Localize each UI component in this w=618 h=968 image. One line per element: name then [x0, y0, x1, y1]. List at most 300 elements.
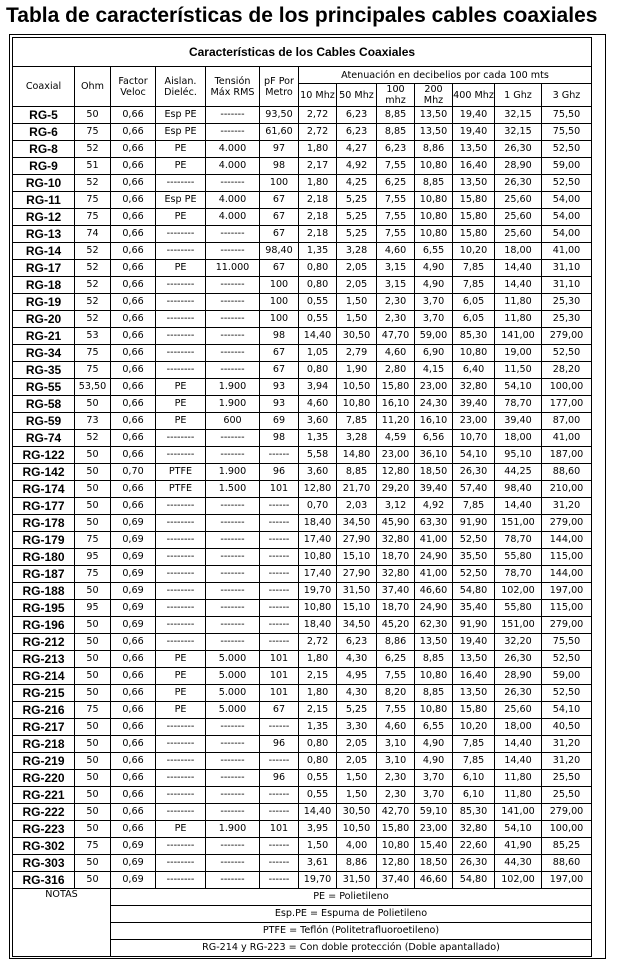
cell-att-100mhz: 37,40 — [377, 583, 415, 600]
page-title: Tabla de características de los principales cables coaxiales — [6, 4, 598, 27]
cell-pf-metro: 100 — [260, 294, 299, 311]
cell-ohm: 50 — [75, 804, 111, 821]
cell-att-3ghz: 75,50 — [542, 107, 592, 124]
cell-tension: 1.900 — [206, 821, 260, 838]
cell-att-400mhz: 85,30 — [453, 328, 495, 345]
cell-att-1ghz: 32,20 — [495, 634, 542, 651]
table-row — [13, 821, 592, 838]
cell-att-50mhz: 1,50 — [337, 787, 377, 804]
cell-att-1ghz: 26,30 — [495, 175, 542, 192]
cell-aislan: -------- — [156, 345, 206, 362]
cell-att-200mhz: 3,70 — [415, 787, 453, 804]
table-row — [13, 209, 592, 226]
cell-att-50mhz: 5,25 — [337, 702, 377, 719]
cell-att-50mhz: 27,90 — [337, 566, 377, 583]
header-ohm: Ohm — [75, 67, 111, 107]
cell-factor-veloc: 0,69 — [111, 583, 156, 600]
cell-att-400mhz: 7,85 — [453, 277, 495, 294]
cell-tension: 5.000 — [206, 668, 260, 685]
cell-att-200mhz: 8,85 — [415, 651, 453, 668]
cell-att-1ghz: 28,90 — [495, 158, 542, 175]
cell-factor-veloc: 0,66 — [111, 328, 156, 345]
cell-coaxial: RG-196 — [13, 617, 75, 634]
cell-ohm: 50 — [75, 736, 111, 753]
cell-factor-veloc: 0,66 — [111, 481, 156, 498]
cell-coaxial: RG-5 — [13, 107, 75, 124]
table-row — [13, 362, 592, 379]
cell-att-3ghz: 279,00 — [542, 328, 592, 345]
cell-ohm: 75 — [75, 345, 111, 362]
cell-pf-metro: 96 — [260, 736, 299, 753]
cell-att-100mhz: 3,15 — [377, 277, 415, 294]
cell-coaxial: RG-218 — [13, 736, 75, 753]
cell-factor-veloc: 0,66 — [111, 447, 156, 464]
cell-factor-veloc: 0,66 — [111, 226, 156, 243]
cell-att-200mhz: 18,50 — [415, 464, 453, 481]
cell-pf-metro: 100 — [260, 277, 299, 294]
cell-factor-veloc: 0,66 — [111, 396, 156, 413]
cell-ohm: 52 — [75, 260, 111, 277]
table-row — [13, 124, 592, 141]
cell-att-1ghz: 25,60 — [495, 226, 542, 243]
cell-att-3ghz: 87,00 — [542, 413, 592, 430]
cell-aislan: PE — [156, 651, 206, 668]
cell-att-50mhz: 10,50 — [337, 821, 377, 838]
cell-factor-veloc: 0,66 — [111, 260, 156, 277]
cell-att-3ghz: 28,20 — [542, 362, 592, 379]
table-row — [13, 719, 592, 736]
cell-factor-veloc: 0,66 — [111, 736, 156, 753]
cell-att-10mhz: 17,40 — [299, 566, 337, 583]
cell-att-10mhz: 2,72 — [299, 107, 337, 124]
cell-att-1ghz: 55,80 — [495, 549, 542, 566]
cell-tension: ------- — [206, 277, 260, 294]
cell-att-100mhz: 6,25 — [377, 651, 415, 668]
cell-att-1ghz: 14,40 — [495, 260, 542, 277]
cell-att-400mhz: 13,50 — [453, 651, 495, 668]
cell-aislan: -------- — [156, 362, 206, 379]
cell-att-400mhz: 15,80 — [453, 192, 495, 209]
cell-att-50mhz: 4,95 — [337, 668, 377, 685]
cell-ohm: 75 — [75, 124, 111, 141]
table-row — [13, 566, 592, 583]
cell-att-400mhz: 91,90 — [453, 515, 495, 532]
header-aislan-dielec — [156, 67, 206, 107]
header-aislan-line2: Dieléc. — [164, 86, 197, 98]
cell-pf-metro: ------ — [260, 804, 299, 821]
cell-ohm: 50 — [75, 753, 111, 770]
cell-att-100mhz: 18,70 — [377, 549, 415, 566]
cell-att-400mhz: 10,20 — [453, 243, 495, 260]
cell-att-10mhz: 2,18 — [299, 192, 337, 209]
cell-aislan: PE — [156, 379, 206, 396]
cell-att-3ghz: 177,00 — [542, 396, 592, 413]
cell-pf-metro: 98,40 — [260, 243, 299, 260]
cell-att-400mhz: 6,05 — [453, 311, 495, 328]
table-row — [13, 107, 592, 124]
cell-ohm: 52 — [75, 277, 111, 294]
cell-att-3ghz: 54,00 — [542, 209, 592, 226]
cell-att-400mhz: 23,00 — [453, 413, 495, 430]
cell-att-400mhz: 15,80 — [453, 209, 495, 226]
header-frequency-text: mhz — [385, 95, 406, 106]
cell-ohm: 50 — [75, 770, 111, 787]
table-row — [13, 753, 592, 770]
cell-att-50mhz: 31,50 — [337, 872, 377, 889]
cell-aislan: -------- — [156, 855, 206, 872]
cell-factor-veloc: 0,66 — [111, 379, 156, 396]
cell-att-10mhz: 0,80 — [299, 736, 337, 753]
cell-pf-metro: ------ — [260, 566, 299, 583]
cell-tension: ------- — [206, 498, 260, 515]
cell-tension: ------- — [206, 753, 260, 770]
cell-att-10mhz: 14,40 — [299, 328, 337, 345]
cell-att-10mhz: 3,95 — [299, 821, 337, 838]
cell-att-50mhz: 34,50 — [337, 515, 377, 532]
cell-tension: 5.000 — [206, 702, 260, 719]
cell-att-50mhz: 3,28 — [337, 243, 377, 260]
cell-att-200mhz: 59,10 — [415, 804, 453, 821]
table-row — [13, 549, 592, 566]
header-frequency-text: 1 Ghz — [504, 89, 532, 101]
cell-att-50mhz: 27,90 — [337, 532, 377, 549]
cell-att-10mhz: 1,05 — [299, 345, 337, 362]
cell-att-3ghz: 85,25 — [542, 838, 592, 855]
cell-att-100mhz: 45,20 — [377, 617, 415, 634]
cell-att-10mhz: 0,80 — [299, 277, 337, 294]
table-row — [13, 226, 592, 243]
cell-att-50mhz: 1,50 — [337, 294, 377, 311]
cell-att-200mhz: 10,80 — [415, 668, 453, 685]
cell-ohm: 50 — [75, 719, 111, 736]
cell-att-3ghz: 25,50 — [542, 770, 592, 787]
cell-att-100mhz: 32,80 — [377, 566, 415, 583]
cell-att-1ghz: 98,40 — [495, 481, 542, 498]
cell-pf-metro: ------ — [260, 498, 299, 515]
cell-att-50mhz: 2,03 — [337, 498, 377, 515]
cell-pf-metro: 67 — [260, 345, 299, 362]
cell-att-1ghz: 39,40 — [495, 413, 542, 430]
cell-att-400mhz: 10,20 — [453, 719, 495, 736]
table-row — [13, 294, 592, 311]
cell-coaxial: RG-219 — [13, 753, 75, 770]
cell-att-50mhz: 5,25 — [337, 192, 377, 209]
cell-aislan: PE — [156, 821, 206, 838]
cell-ohm: 50 — [75, 821, 111, 838]
header-frequency-text: 50 Mhz — [339, 89, 374, 101]
cell-att-1ghz: 151,00 — [495, 617, 542, 634]
cell-att-100mhz: 3,10 — [377, 736, 415, 753]
cell-att-1ghz: 11,80 — [495, 787, 542, 804]
cell-att-400mhz: 26,30 — [453, 855, 495, 872]
cell-att-50mhz: 21,70 — [337, 481, 377, 498]
cell-coaxial: RG-19 — [13, 294, 75, 311]
cell-factor-veloc: 0,66 — [111, 634, 156, 651]
cell-att-50mhz: 3,30 — [337, 719, 377, 736]
cell-ohm: 50 — [75, 617, 111, 634]
cell-att-3ghz: 279,00 — [542, 804, 592, 821]
cell-att-200mhz: 4,15 — [415, 362, 453, 379]
cell-att-50mhz: 2,79 — [337, 345, 377, 362]
cell-att-100mhz: 2,30 — [377, 294, 415, 311]
cell-aislan: PE — [156, 702, 206, 719]
cell-att-1ghz: 11,80 — [495, 294, 542, 311]
cell-att-3ghz: 144,00 — [542, 566, 592, 583]
cell-coaxial: RG-35 — [13, 362, 75, 379]
cell-att-100mhz: 4,59 — [377, 430, 415, 447]
cell-att-100mhz: 8,86 — [377, 634, 415, 651]
cell-tension: 5.000 — [206, 685, 260, 702]
cell-att-100mhz: 8,20 — [377, 685, 415, 702]
cell-att-400mhz: 39,40 — [453, 396, 495, 413]
cell-att-100mhz: 6,23 — [377, 141, 415, 158]
cell-coaxial: RG-302 — [13, 838, 75, 855]
cell-tension: ------- — [206, 311, 260, 328]
table-row — [13, 260, 592, 277]
table-row — [13, 158, 592, 175]
cell-pf-metro: 93,50 — [260, 107, 299, 124]
cell-att-200mhz: 4,90 — [415, 260, 453, 277]
cell-att-10mhz: 3,94 — [299, 379, 337, 396]
cell-att-10mhz: 2,72 — [299, 634, 337, 651]
table-row — [13, 396, 592, 413]
cell-ohm: 51 — [75, 158, 111, 175]
cell-att-50mhz: 34,50 — [337, 617, 377, 634]
cell-att-3ghz: 54,00 — [542, 192, 592, 209]
cell-ohm: 50 — [75, 855, 111, 872]
cell-factor-veloc: 0,66 — [111, 770, 156, 787]
table-row — [13, 617, 592, 634]
note-text: RG-214 y RG-223 = Con doble protección (Doble apantallado) — [111, 940, 592, 957]
cell-att-100mhz: 11,20 — [377, 413, 415, 430]
cell-coaxial: RG-6 — [13, 124, 75, 141]
cell-att-1ghz: 102,00 — [495, 583, 542, 600]
cell-tension: ------- — [206, 872, 260, 889]
cell-factor-veloc: 0,66 — [111, 702, 156, 719]
header-tension-line1: Tensión — [214, 75, 251, 87]
cell-att-400mhz: 19,40 — [453, 634, 495, 651]
cell-att-10mhz: 5,58 — [299, 447, 337, 464]
notes-label: NOTAS — [13, 889, 111, 957]
cell-att-10mhz: 0,70 — [299, 498, 337, 515]
header-pf-line1: pF Por — [264, 75, 294, 87]
cell-att-3ghz: 52,50 — [542, 685, 592, 702]
cell-att-400mhz: 22,60 — [453, 838, 495, 855]
cell-att-400mhz: 7,85 — [453, 498, 495, 515]
cell-att-400mhz: 52,50 — [453, 532, 495, 549]
cell-tension: 1.900 — [206, 396, 260, 413]
cell-factor-veloc: 0,69 — [111, 600, 156, 617]
header-frequency — [337, 84, 377, 107]
cell-coaxial: RG-55 — [13, 379, 75, 396]
cell-ohm: 50 — [75, 685, 111, 702]
table-row — [13, 413, 592, 430]
cell-att-100mhz: 7,55 — [377, 226, 415, 243]
cell-ohm: 75 — [75, 838, 111, 855]
cell-att-10mhz: 4,60 — [299, 396, 337, 413]
cell-ohm: 50 — [75, 396, 111, 413]
cell-tension: ------- — [206, 583, 260, 600]
cell-att-50mhz: 4,92 — [337, 158, 377, 175]
cell-att-3ghz: 25,50 — [542, 787, 592, 804]
header-frequency-text: 100 — [386, 84, 405, 95]
cell-att-200mhz: 10,80 — [415, 158, 453, 175]
cell-coaxial: RG-59 — [13, 413, 75, 430]
cell-pf-metro: ------ — [260, 549, 299, 566]
cell-ohm: 74 — [75, 226, 111, 243]
cell-att-50mhz: 4,30 — [337, 685, 377, 702]
cell-att-3ghz: 54,00 — [542, 226, 592, 243]
cell-ohm: 50 — [75, 651, 111, 668]
cell-att-3ghz: 115,00 — [542, 549, 592, 566]
cell-att-50mhz: 1,50 — [337, 311, 377, 328]
cell-ohm: 50 — [75, 634, 111, 651]
cell-ohm: 50 — [75, 481, 111, 498]
cell-att-50mhz: 2,05 — [337, 277, 377, 294]
cell-att-200mhz: 4,90 — [415, 753, 453, 770]
cell-att-100mhz: 7,55 — [377, 209, 415, 226]
cell-tension: ------- — [206, 175, 260, 192]
table-row — [13, 175, 592, 192]
cell-factor-veloc: 0,66 — [111, 651, 156, 668]
cell-pf-metro: 96 — [260, 770, 299, 787]
cell-att-50mhz: 2,05 — [337, 736, 377, 753]
cell-pf-metro: 93 — [260, 396, 299, 413]
cell-att-200mhz: 4,90 — [415, 277, 453, 294]
cell-att-3ghz: 75,50 — [542, 124, 592, 141]
header-factor-line1: Factor — [118, 75, 148, 87]
cell-att-50mhz: 15,10 — [337, 600, 377, 617]
cell-att-400mhz: 7,85 — [453, 260, 495, 277]
cell-att-3ghz: 25,30 — [542, 311, 592, 328]
cell-att-3ghz: 40,50 — [542, 719, 592, 736]
cell-pf-metro: ------ — [260, 753, 299, 770]
cell-tension: ------- — [206, 226, 260, 243]
cell-att-10mhz: 19,70 — [299, 872, 337, 889]
cell-pf-metro: ------ — [260, 838, 299, 855]
cell-att-10mhz: 0,55 — [299, 787, 337, 804]
cell-aislan: -------- — [156, 838, 206, 855]
cell-att-1ghz: 11,50 — [495, 362, 542, 379]
cell-att-200mhz: 41,00 — [415, 532, 453, 549]
cell-att-100mhz: 47,70 — [377, 328, 415, 345]
cell-aislan: -------- — [156, 753, 206, 770]
cell-pf-metro: 67 — [260, 192, 299, 209]
cell-pf-metro: ------ — [260, 719, 299, 736]
cell-att-100mhz: 2,80 — [377, 362, 415, 379]
cell-att-10mhz: 14,40 — [299, 804, 337, 821]
cell-att-50mhz: 6,23 — [337, 634, 377, 651]
cell-att-3ghz: 88,60 — [542, 464, 592, 481]
cell-att-50mhz: 14,80 — [337, 447, 377, 464]
cell-att-3ghz: 59,00 — [542, 668, 592, 685]
cell-ohm: 50 — [75, 447, 111, 464]
note-text: PE = Polietileno — [111, 889, 592, 906]
cell-att-1ghz: 26,30 — [495, 141, 542, 158]
table-row — [13, 243, 592, 260]
cell-aislan: PE — [156, 668, 206, 685]
cell-factor-veloc: 0,69 — [111, 872, 156, 889]
cell-aislan: PTFE — [156, 464, 206, 481]
cell-att-200mhz: 6,55 — [415, 719, 453, 736]
cell-factor-veloc: 0,66 — [111, 753, 156, 770]
header-coaxial: Coaxial — [13, 67, 75, 107]
cell-att-10mhz: 18,40 — [299, 515, 337, 532]
cell-att-400mhz: 15,80 — [453, 226, 495, 243]
cell-aislan: -------- — [156, 226, 206, 243]
cell-att-10mhz: 10,80 — [299, 549, 337, 566]
header-pf-por-metro — [260, 67, 299, 107]
cell-aislan: -------- — [156, 175, 206, 192]
cell-factor-veloc: 0,69 — [111, 566, 156, 583]
cell-ohm: 50 — [75, 498, 111, 515]
cell-ohm: 50 — [75, 787, 111, 804]
cell-tension: 1.500 — [206, 481, 260, 498]
header-aislan-line1: Aislan. — [164, 75, 197, 87]
cell-att-1ghz: 28,90 — [495, 668, 542, 685]
cell-att-1ghz: 25,60 — [495, 192, 542, 209]
cell-att-3ghz: 197,00 — [542, 583, 592, 600]
cell-aislan: PE — [156, 260, 206, 277]
cell-tension: ------- — [206, 770, 260, 787]
cell-att-200mhz: 18,50 — [415, 855, 453, 872]
cell-factor-veloc: 0,66 — [111, 124, 156, 141]
cell-factor-veloc: 0,69 — [111, 515, 156, 532]
cell-factor-veloc: 0,66 — [111, 413, 156, 430]
cell-coaxial: RG-187 — [13, 566, 75, 583]
cell-att-1ghz: 32,15 — [495, 107, 542, 124]
cell-aislan: PE — [156, 141, 206, 158]
cell-att-1ghz: 78,70 — [495, 566, 542, 583]
cell-att-3ghz: 31,10 — [542, 260, 592, 277]
cell-att-100mhz: 7,55 — [377, 668, 415, 685]
header-frequency-text: Mhz — [423, 95, 444, 106]
cell-att-1ghz: 25,60 — [495, 702, 542, 719]
cell-pf-metro: 69 — [260, 413, 299, 430]
table-row — [13, 141, 592, 158]
cell-coaxial: RG-74 — [13, 430, 75, 447]
cell-att-100mhz: 7,55 — [377, 192, 415, 209]
cell-coaxial: RG-13 — [13, 226, 75, 243]
cell-att-3ghz: 279,00 — [542, 515, 592, 532]
cell-att-3ghz: 115,00 — [542, 600, 592, 617]
cell-att-200mhz: 3,70 — [415, 311, 453, 328]
cell-tension: ------- — [206, 430, 260, 447]
cell-att-100mhz: 4,60 — [377, 243, 415, 260]
cell-att-400mhz: 32,80 — [453, 379, 495, 396]
cell-aislan: -------- — [156, 872, 206, 889]
cell-tension: ------- — [206, 549, 260, 566]
cell-tension: 4.000 — [206, 209, 260, 226]
cell-att-50mhz: 15,10 — [337, 549, 377, 566]
cell-coaxial: RG-122 — [13, 447, 75, 464]
cell-att-400mhz: 19,40 — [453, 124, 495, 141]
cell-att-100mhz: 16,10 — [377, 396, 415, 413]
cell-factor-veloc: 0,66 — [111, 175, 156, 192]
cell-coaxial: RG-8 — [13, 141, 75, 158]
cell-factor-veloc: 0,66 — [111, 192, 156, 209]
cell-att-3ghz: 187,00 — [542, 447, 592, 464]
cell-att-100mhz: 3,15 — [377, 260, 415, 277]
cell-pf-metro: ------ — [260, 855, 299, 872]
cell-att-100mhz: 12,80 — [377, 855, 415, 872]
cell-att-200mhz: 4,90 — [415, 736, 453, 753]
cell-coaxial: RG-34 — [13, 345, 75, 362]
cell-att-200mhz: 10,80 — [415, 192, 453, 209]
table-row — [13, 515, 592, 532]
header-frequency-text: 400 Mhz — [453, 89, 494, 101]
cell-att-100mhz: 8,85 — [377, 124, 415, 141]
